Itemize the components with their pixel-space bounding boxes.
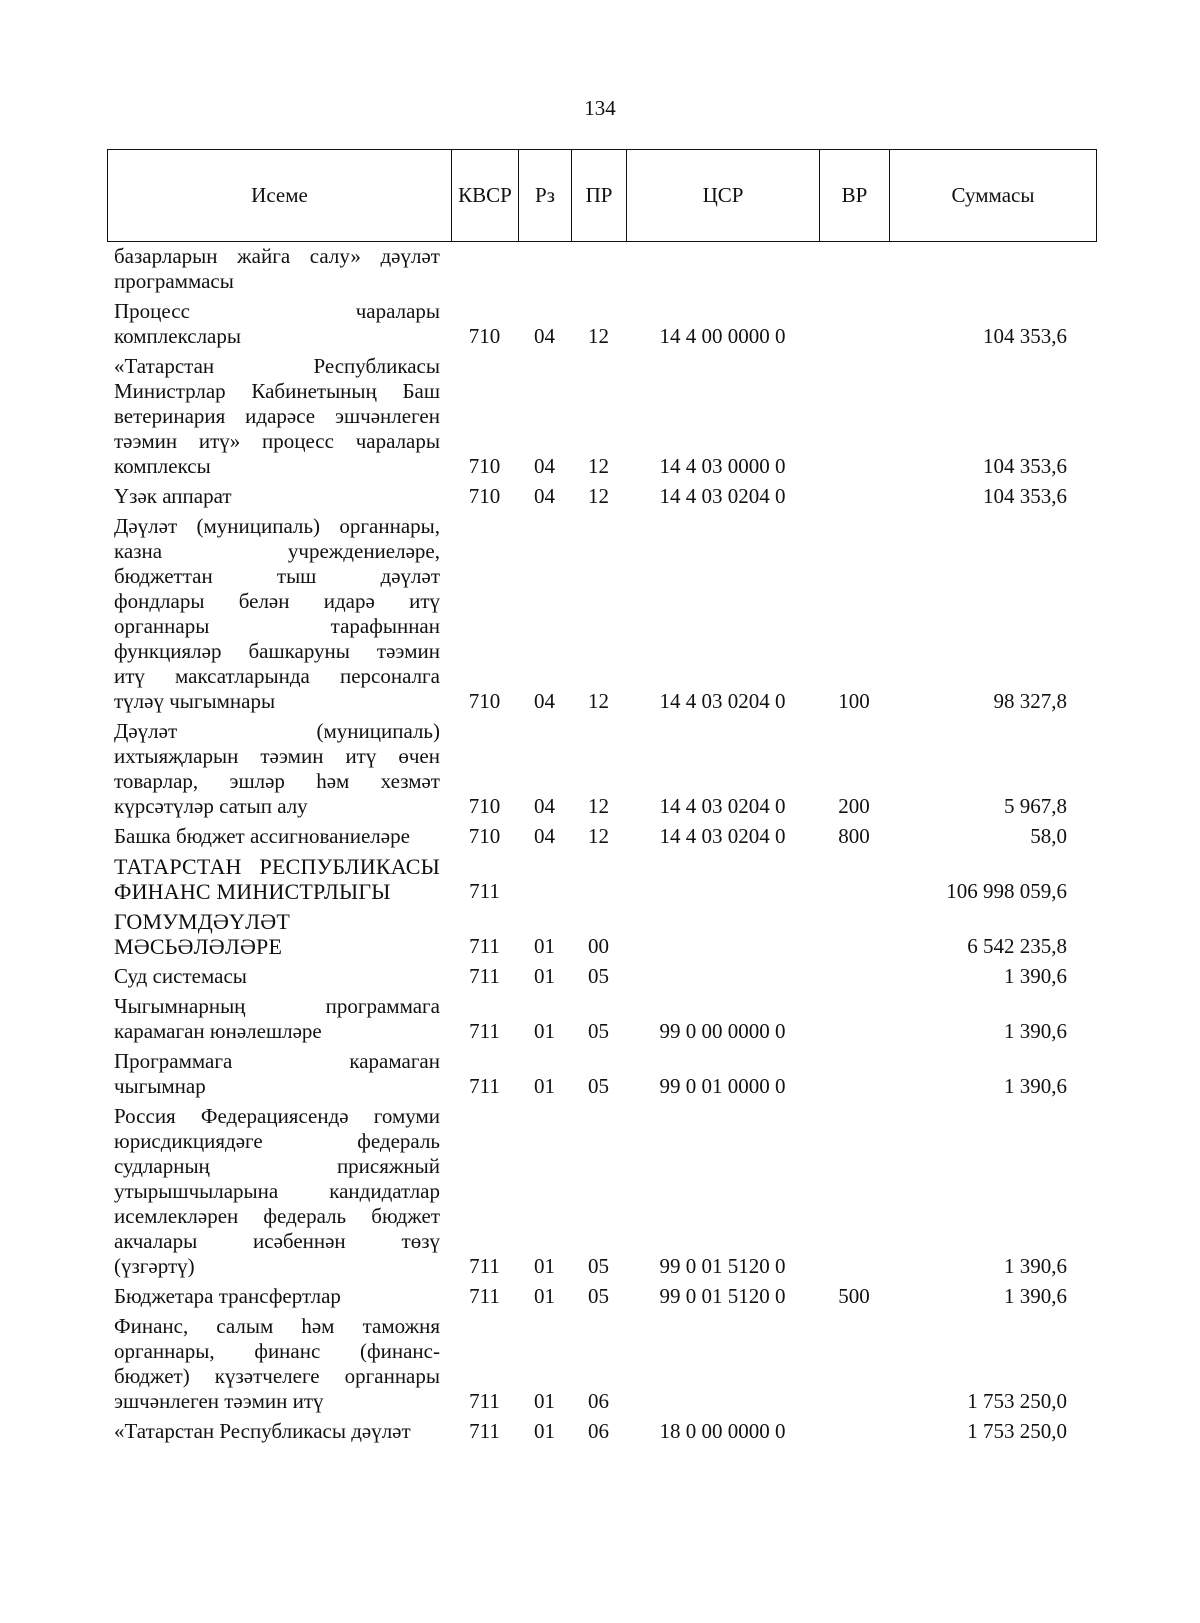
row-kvsr: 710 [468, 454, 501, 478]
row-name-line: судларның присяжный [114, 1154, 440, 1178]
row-pr: 05 [588, 1074, 609, 1098]
row-csr: 99 0 01 0000 0 [659, 1074, 786, 1098]
row-name [107, 1104, 451, 1279]
row-name-line: органнары тарафыннан [114, 614, 440, 638]
row-name-line: органнары, финанс (финанс- [114, 1339, 440, 1363]
row-name-line: Россия Федерациясендә гомуми [114, 1104, 440, 1128]
row-name-line: комплексы [114, 454, 211, 478]
row-sum: 58,0 [1030, 824, 1067, 848]
row-csr: 99 0 01 5120 0 [659, 1284, 786, 1308]
table-row [107, 824, 1097, 849]
row-name-line: Программага карамаган [114, 1049, 440, 1073]
row-sum: 1 390,6 [1004, 1019, 1067, 1043]
column-header-csr: ЦСР [627, 150, 820, 241]
row-rz: 04 [534, 324, 555, 348]
row-rz: 04 [534, 689, 555, 713]
table-header [107, 149, 1097, 242]
row-name-line: комплекслары [114, 324, 241, 348]
row-name-line: ихтыяҗларын тәэмин итү өчен [114, 744, 440, 768]
row-sum: 104 353,6 [983, 454, 1067, 478]
row-name-line: исемлекләрен федераль бюджет [114, 1204, 440, 1228]
row-name-line: фондлары белән идарә итү [114, 589, 440, 613]
row-name [107, 1049, 451, 1099]
row-rz: 04 [534, 484, 555, 508]
row-name-line: Үзәк аппарат [114, 484, 232, 508]
row-csr: 14 4 03 0204 0 [659, 794, 786, 818]
row-name [107, 994, 451, 1044]
row-kvsr: 711 [469, 964, 500, 988]
row-name [107, 964, 451, 989]
row-rz: 04 [534, 824, 555, 848]
table-row [107, 964, 1097, 989]
row-csr: 14 4 00 0000 0 [659, 324, 786, 348]
row-vr: 100 [838, 689, 870, 713]
row-sum: 1 390,6 [1004, 1284, 1067, 1308]
row-kvsr: 710 [468, 324, 501, 348]
row-name-line: чыгымнар [114, 1074, 206, 1098]
table-row [107, 244, 1097, 294]
row-rz: 01 [534, 964, 555, 988]
row-sum: 1 753 250,0 [967, 1419, 1067, 1443]
row-csr: 14 4 03 0204 0 [659, 484, 786, 508]
row-name-line: ТАТАРСТАН РЕСПУБЛИКАСЫ [114, 854, 440, 879]
table-row [107, 1419, 1097, 1444]
table-row [107, 354, 1097, 479]
table-row [107, 994, 1097, 1044]
row-name [107, 1284, 451, 1309]
column-header-sum: Суммасы [951, 183, 1035, 207]
column-header-name: Исеме [108, 150, 452, 241]
row-name-line: Суд системасы [114, 964, 247, 988]
row-sum: 104 353,6 [983, 324, 1067, 348]
row-pr: 12 [588, 689, 609, 713]
row-rz: 01 [534, 1019, 555, 1043]
row-kvsr: 711 [469, 1419, 500, 1443]
row-kvsr: 711 [469, 1074, 500, 1098]
row-sum: 5 967,8 [1004, 794, 1067, 818]
row-pr: 12 [588, 824, 609, 848]
row-name-line: итү максатларында персоналга [114, 664, 440, 688]
table-row [107, 484, 1097, 509]
row-name-line: акчалары исәбеннән төзү [114, 1229, 440, 1253]
row-vr: 800 [838, 824, 870, 848]
row-csr: 99 0 00 0000 0 [659, 1019, 786, 1043]
row-pr: 00 [588, 934, 609, 958]
row-pr: 05 [588, 1284, 609, 1308]
row-kvsr: 710 [468, 824, 501, 848]
column-header-pr: ПР [572, 150, 627, 241]
row-rz: 04 [534, 454, 555, 478]
row-name-line: карамаган юнәлешләре [114, 1019, 322, 1043]
row-rz: 01 [534, 1254, 555, 1278]
row-vr: 200 [838, 794, 870, 818]
row-kvsr: 711 [469, 934, 500, 958]
row-name [107, 719, 451, 819]
row-kvsr: 711 [469, 1254, 500, 1278]
row-name-line: түләү чыгымнары [114, 689, 276, 713]
row-rz: 01 [534, 934, 555, 958]
row-csr: 18 0 00 0000 0 [659, 1419, 786, 1443]
table-row [107, 1314, 1097, 1414]
row-name [107, 484, 451, 509]
page-number: 134 [584, 96, 616, 120]
row-pr: 05 [588, 964, 609, 988]
row-sum: 106 998 059,6 [946, 879, 1067, 903]
row-name [107, 299, 451, 349]
table-row [107, 1104, 1097, 1279]
row-pr: 05 [588, 1254, 609, 1278]
row-csr: 14 4 03 0204 0 [659, 689, 786, 713]
row-pr: 06 [588, 1389, 609, 1413]
row-name-line: функцияләр башкаруны тәэмин [114, 639, 440, 663]
row-name [107, 909, 451, 959]
row-csr: 14 4 03 0204 0 [659, 824, 786, 848]
row-rz: 01 [534, 1074, 555, 1098]
row-rz: 01 [534, 1284, 555, 1308]
budget-table-body [107, 244, 1097, 1449]
row-kvsr: 711 [469, 1389, 500, 1413]
row-name-line: программасы [114, 269, 234, 293]
row-sum: 1 390,6 [1004, 1074, 1067, 1098]
table-row [107, 514, 1097, 714]
row-name-line: юрисдикциядәге федераль [114, 1129, 440, 1153]
table-row [107, 854, 1097, 904]
row-name [107, 514, 451, 714]
row-name [107, 824, 451, 849]
row-sum: 1 753 250,0 [967, 1389, 1067, 1413]
row-name-line: бюджет) күзәтчелеге органнары [114, 1364, 440, 1388]
row-sum: 6 542 235,8 [967, 934, 1067, 958]
row-pr: 12 [588, 324, 609, 348]
row-kvsr: 711 [469, 1019, 500, 1043]
row-name-line: (үзгәртү) [114, 1254, 195, 1278]
row-name-line: тәэмин итү» процесс чаралары [114, 429, 440, 453]
row-name-line: Дәүләт (муниципаль) [114, 719, 440, 743]
row-name [107, 1419, 451, 1444]
row-name-line: базарларын жайга салу» дәүләт [114, 244, 440, 268]
row-kvsr: 710 [468, 484, 501, 508]
column-header-vr: ВР [820, 150, 890, 241]
table-row [107, 719, 1097, 819]
row-name-line: Чыгымнарның программага [114, 994, 440, 1018]
row-name-line: ветеринария идарәсе эшчәнлеген [114, 404, 440, 428]
row-pr: 12 [588, 454, 609, 478]
row-kvsr: 711 [469, 1284, 500, 1308]
row-kvsr: 711 [469, 879, 500, 903]
row-csr: 99 0 01 5120 0 [659, 1254, 786, 1278]
row-name-line: Процесс чаралары [114, 299, 440, 323]
row-csr: 14 4 03 0000 0 [659, 454, 786, 478]
row-name [107, 854, 451, 904]
row-name-line: МӘСЬӘЛӘЛӘРЕ [114, 934, 283, 959]
row-name-line: күрсәтүләр сатып алу [114, 794, 308, 818]
row-sum: 98 327,8 [993, 689, 1067, 713]
row-sum: 1 390,6 [1004, 1254, 1067, 1278]
row-kvsr: 710 [468, 689, 501, 713]
row-rz: 01 [534, 1419, 555, 1443]
row-pr: 12 [588, 794, 609, 818]
row-name-line: Министрлар Кабинетының Баш [114, 379, 440, 403]
row-name [107, 244, 451, 294]
table-row [107, 909, 1097, 959]
column-header-kvsr: КВСР [452, 150, 519, 241]
row-name-line: утырышчыларына кандидатлар [114, 1179, 440, 1203]
table-row [107, 299, 1097, 349]
row-name-line: Башка бюджет ассигнованиеләре [114, 824, 410, 848]
row-name-line: бюджеттан тыш дәүләт [114, 564, 440, 588]
row-name-line: «Татарстан Республикасы дәүләт [114, 1419, 411, 1443]
row-name-line: товарлар, эшләр һәм хезмәт [114, 769, 440, 793]
row-pr: 06 [588, 1419, 609, 1443]
row-name-line: Финанс, салым һәм таможня [114, 1314, 440, 1338]
row-rz: 01 [534, 1389, 555, 1413]
row-name-line: ГОМУМДӘҮЛӘТ [114, 909, 290, 934]
row-sum: 104 353,6 [983, 484, 1067, 508]
row-pr: 05 [588, 1019, 609, 1043]
row-name-line: «Татарстан Республикасы [114, 354, 440, 378]
row-name-line: Дәүләт (муниципаль) органнары, [114, 514, 440, 538]
row-name [107, 1314, 451, 1414]
table-row [107, 1284, 1097, 1309]
row-vr: 500 [838, 1284, 870, 1308]
row-name-line: казна учреждениеләре, [114, 539, 440, 563]
row-sum: 1 390,6 [1004, 964, 1067, 988]
column-header-rz: Рз [519, 150, 572, 241]
row-pr: 12 [588, 484, 609, 508]
row-name-line: ФИНАНС МИНИСТРЛЫГЫ [114, 879, 391, 904]
row-rz: 04 [534, 794, 555, 818]
row-name-line: эшчәнлеген тәэмин итү [114, 1389, 324, 1413]
table-row [107, 1049, 1097, 1099]
row-kvsr: 710 [468, 794, 501, 818]
row-name [107, 354, 451, 479]
row-name-line: Бюджетара трансфертлар [114, 1284, 341, 1308]
